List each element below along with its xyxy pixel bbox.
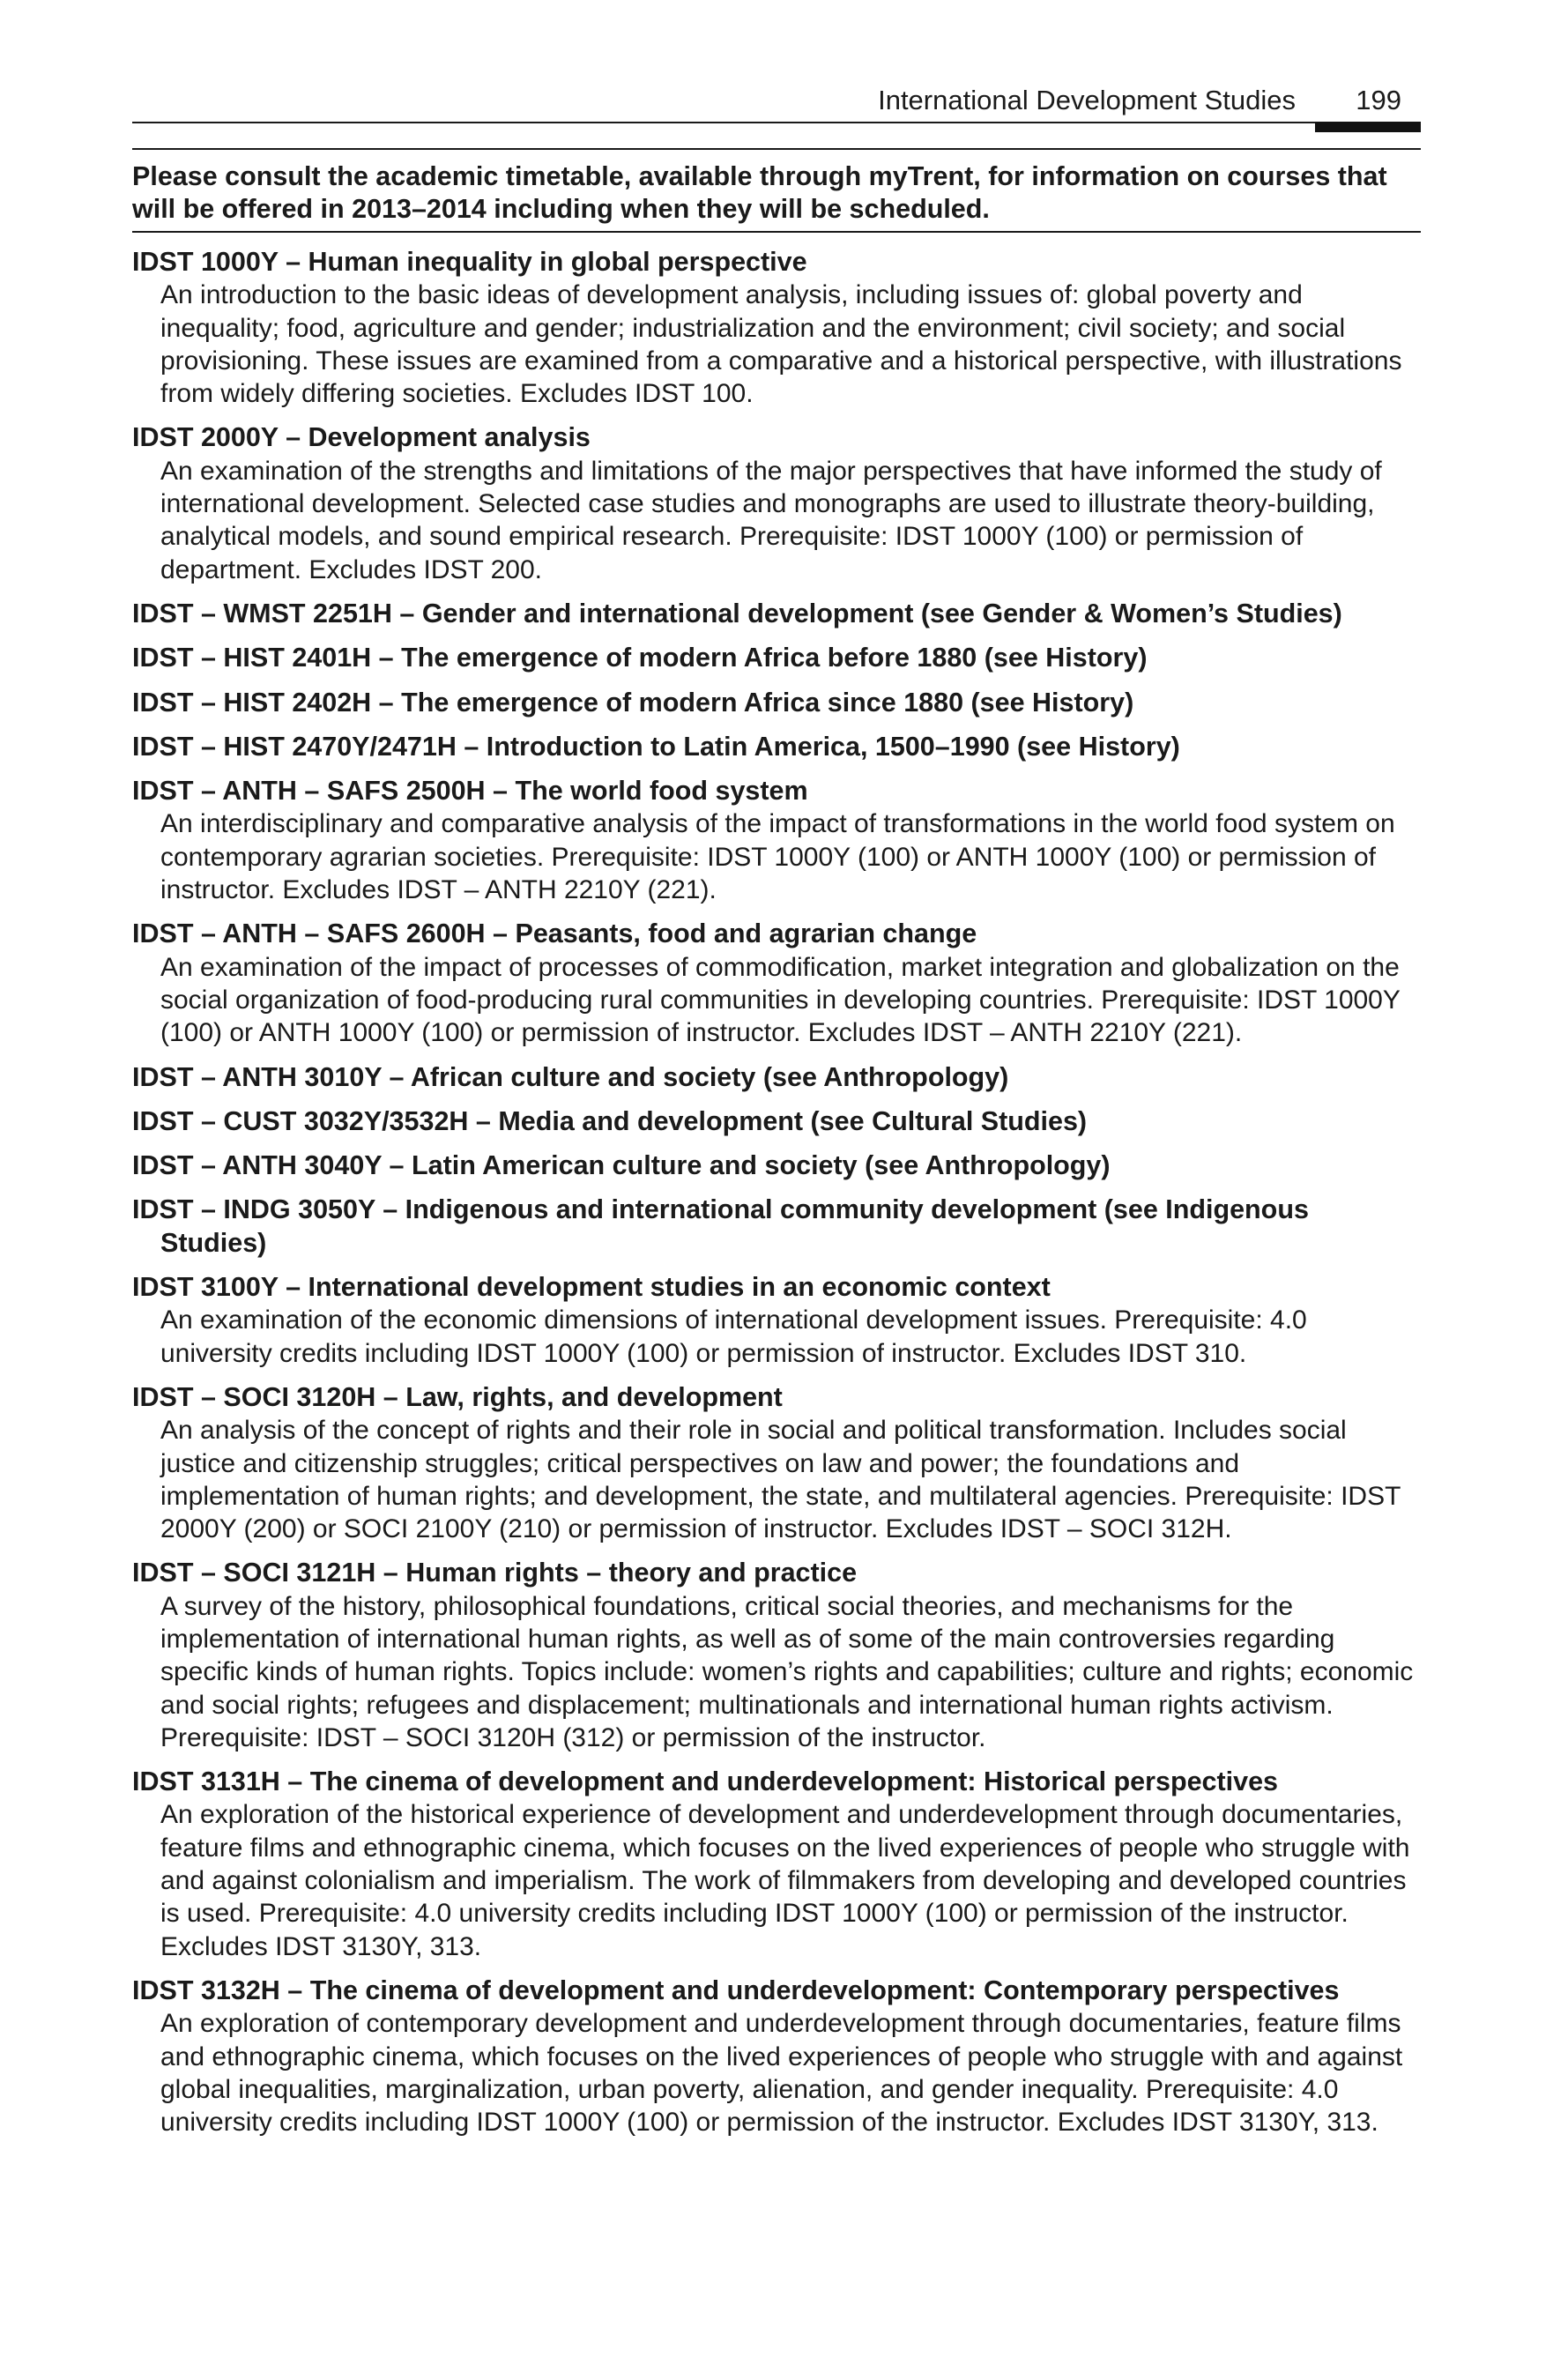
notice-rule-bottom xyxy=(132,231,1421,233)
course-entry xyxy=(132,1381,1421,1545)
course-title: IDST 1000Y – Human inequality in global perspective xyxy=(132,247,807,277)
course-entry xyxy=(132,1271,1421,1370)
header-rule xyxy=(132,122,1421,123)
course-entry xyxy=(132,1194,1421,1260)
course-description: An examination of the economic dimensions of international development issues. Prerequisite: 4.0 university credits including IDST 1000Y (100) or permission of instructor. Excludes IDST 310. xyxy=(160,1305,1307,1368)
course-title: IDST 3132H – The cinema of development and underdevelopment: Contemporary perspectives xyxy=(132,1975,1340,2005)
course-title: IDST 3100Y – International development studies in an economic context xyxy=(132,1272,1051,1303)
course-title: IDST – HIST 2402H – The emergence of modern Africa since 1880 (see History) xyxy=(132,687,1134,718)
course-title: IDST – SOCI 3121H – Human rights – theory and practice xyxy=(132,1558,858,1588)
course-entry xyxy=(132,775,1421,906)
course-entry xyxy=(132,731,1421,763)
course-title: IDST 3131H – The cinema of development and underdevelopment: Historical perspectives xyxy=(132,1766,1279,1797)
page-number: 199 xyxy=(1356,85,1401,115)
course-description: An analysis of the concept of rights and their role in social and political transformation. Includes social justice and citizenship struggles; critical perspectives on law and power; the foundations and implementation of human rights; and development, the state, and multilateral agencies. Prerequisite: IDST 2000Y (200) or SOCI 2100Y (210) or permission of instructor. Excludes IDST – SOCI 312H. xyxy=(160,1416,1401,1544)
course-title: IDST 2000Y – Development analysis xyxy=(132,422,591,453)
course-title: IDST – HIST 2470Y/2471H – Introduction to Latin America, 1500–1990 (see History) xyxy=(132,731,1180,762)
course-description: An examination of the strengths and limitations of the major perspectives that have informed the study of international development. Selected case studies and monographs are used to illustrate theory-building, analytical models, and sound empirical research. Prerequisite: IDST 1000Y (100) or permission of department. Excludes IDST 200. xyxy=(160,456,1382,584)
course-description: An introduction to the basic ideas of development analysis, including issues of: global poverty and inequality; food, agriculture and gender; industrialization and the environment; civil society; and social provisioning. These issues are examined from a comparative and a historical perspective, with illustrations from widely differing societies. Excludes IDST 100. xyxy=(160,280,1402,409)
course-description: An exploration of contemporary development and underdevelopment through documentaries, feature films and ethnographic cinema, which focuses on the lived experiences of people who struggle with and against global inequalities, marginalization, urban poverty, alienation, and gender inequality. Prerequisite: 4.0 university credits including IDST 1000Y (100) or permission of the instructor. Excludes IDST 3130Y, 313. xyxy=(160,2009,1403,2138)
course-title: IDST – ANTH – SAFS 2600H – Peasants, food and agrarian change xyxy=(132,919,977,949)
course-description: A survey of the history, philosophical foundations, critical social theories, and mechanisms for the implementation of international human rights, as well as of some of the main controversies regarding specific kinds of human rights. Topics include: women’s rights and capabilities; culture and rights; economic and social rights; refugees and displacement; multinationals and international human rights activism. Prerequisite: IDST – SOCI 3120H (312) or permission of the instructor. xyxy=(160,1591,1414,1752)
course-description: An interdisciplinary and comparative analysis of the impact of transformations in the world food system on contemporary agrarian societies. Prerequisite: IDST 1000Y (100) or ANTH 1000Y (100) or permission of instructor. Excludes IDST – ANTH 2210Y (221). xyxy=(160,809,1395,905)
course-title: IDST – HIST 2401H – The emergence of modern Africa before 1880 (see History) xyxy=(132,643,1148,673)
course-entry xyxy=(132,1766,1421,1963)
timetable-notice: Please consult the academic timetable, available through myTrent, for information on courses that will be offered in 2013–2014 including when they will be scheduled. xyxy=(132,161,1387,224)
course-entry xyxy=(132,598,1421,630)
course-description: An examination of the impact of processes of commodification, market integration and globalization on the social organization of food-producing rural communities in developing countries. Prerequisite: IDST 1000Y (100) or ANTH 1000Y (100) or permission of instructor. Excludes IDST – ANTH 2210Y (221). xyxy=(160,952,1401,1048)
course-title: IDST – SOCI 3120H – Law, rights, and development xyxy=(132,1381,783,1412)
course-entry xyxy=(132,246,1421,410)
course-title: IDST – WMST 2251H – Gender and international development (see Gender & Women’s Studies) xyxy=(132,598,1342,628)
course-entry xyxy=(132,1105,1421,1138)
course-title: IDST – ANTH 3040Y – Latin American culture and society (see Anthropology) xyxy=(132,1150,1111,1181)
course-entry xyxy=(132,687,1421,719)
course-title: IDST – ANTH 3010Y – African culture and society (see Anthropology) xyxy=(132,1061,1009,1092)
running-header xyxy=(132,78,1421,123)
course-list xyxy=(132,246,1421,2150)
course-entry xyxy=(132,1149,1421,1182)
course-title: IDST – CUST 3032Y/3532H – Media and development (see Cultural Studies) xyxy=(132,1105,1088,1136)
header-tab-marker xyxy=(1315,122,1421,132)
course-title: IDST – INDG 3050Y – Indigenous and international community development (see Indigenous Studies) xyxy=(132,1194,1309,1258)
notice-rule-top xyxy=(132,148,1421,150)
course-entry xyxy=(132,642,1421,674)
running-title: International Development Studies xyxy=(878,85,1296,115)
course-entry xyxy=(132,1557,1421,1754)
course-entry xyxy=(132,1061,1421,1094)
course-entry xyxy=(132,1975,1421,2138)
course-entry xyxy=(132,421,1421,585)
course-entry xyxy=(132,918,1421,1049)
course-title: IDST – ANTH – SAFS 2500H – The world food system xyxy=(132,776,808,807)
course-description: An exploration of the historical experience of development and underdevelopment through documentaries, feature films and ethnographic cinema, which focuses on the lived experiences of people who struggle with and against colonialism and imperialism. The work of filmmakers from developing and developed countries is used. Prerequisite: 4.0 university credits including IDST 1000Y (100) or permission of the instructor. Excludes IDST 3130Y, 313. xyxy=(160,1800,1410,1961)
